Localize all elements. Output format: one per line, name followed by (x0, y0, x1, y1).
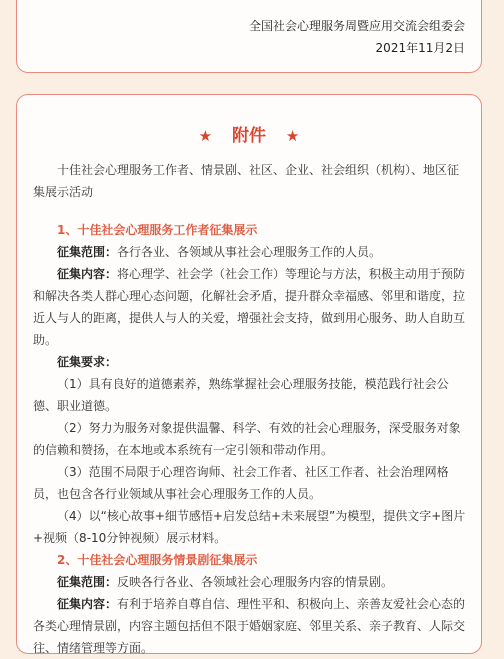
section1-req-item: （4）以“核心故事+细节感悟+启发总结+未来展望”为模型，提供文字+图片+视频（8-10分钟视频）展示材料。 (33, 509, 466, 545)
attachment-title: 附件 (232, 126, 266, 146)
section1-heading: 1、十佳社会心理服务工作者征集展示 (57, 223, 258, 237)
section1-req-label: 征集要求： (57, 355, 118, 369)
attachment-intro: 十佳社会心理服务工作者、情景剧、社区、企业、社会组织（机构）、地区征集展示活动 (33, 163, 460, 199)
section1-scope-text: 各行各业、各领域从事社会心理服务工作的人员。 (117, 245, 382, 259)
section2-heading: 2、十佳社会心理服务情景剧征集展示 (57, 553, 258, 567)
attachment-card (16, 94, 482, 654)
section2-scope-label: 征集范围： (57, 575, 118, 589)
section1-content-text: 将心理学、社会学（社会工作）等理论与方法，积极主动用于预防和解决各类人群心理心态问题，化解社会矛盾，提升群众幸福感、邻里和谐度，拉近人与人的距离，提供人与人的关爱，增强社会支持，做到用心服务、助人自助互助。 (33, 267, 466, 347)
section1-req-item: （3）范围不局限于心理咨询师、社会工作者、社区工作者、社会治理网格员，也包含各行业领域从事社会心理服务工作的人员。 (33, 465, 449, 501)
star-left-icon: ★ (198, 127, 213, 145)
signature-date: 2021年11月2日 (375, 41, 465, 55)
section2-scope-text: 反映各行各业、各领域社会心理服务内容的情景剧。 (117, 575, 394, 589)
section1-content-label: 征集内容： (57, 267, 118, 281)
attachment-title-row (17, 121, 481, 146)
section2-content-text: 有利于培养自尊自信、理性平和、积极向上、亲善友爱社会心态的各类心理情景剧，内容主题包括但不限于婚姻家庭、邻里关系、亲子教育、人际交往、情绪管理等方面。 (33, 597, 466, 655)
section2-scope (33, 571, 467, 593)
section2-content (33, 593, 467, 659)
section1-content (33, 263, 467, 351)
signature-card (16, 0, 482, 73)
section1-req (33, 351, 467, 373)
star-right-icon: ★ (285, 127, 300, 145)
section1-req-item: （1）具有良好的道德素养，熟练掌握社会心理服务技能，模范践行社会公德、职业道德。 (33, 377, 449, 413)
section1-scope (33, 241, 467, 263)
section1-scope-label: 征集范围： (57, 245, 118, 259)
signature-org: 全国社会心理服务周暨应用交流会组委会 (248, 19, 465, 33)
section2-content-label: 征集内容： (57, 597, 118, 611)
section1-req-item: （2）努力为服务对象提供温馨、科学、有效的社会心理服务，深受服务对象的信赖和赞扬，在本地或本系统有一定引领和带动作用。 (33, 421, 461, 457)
